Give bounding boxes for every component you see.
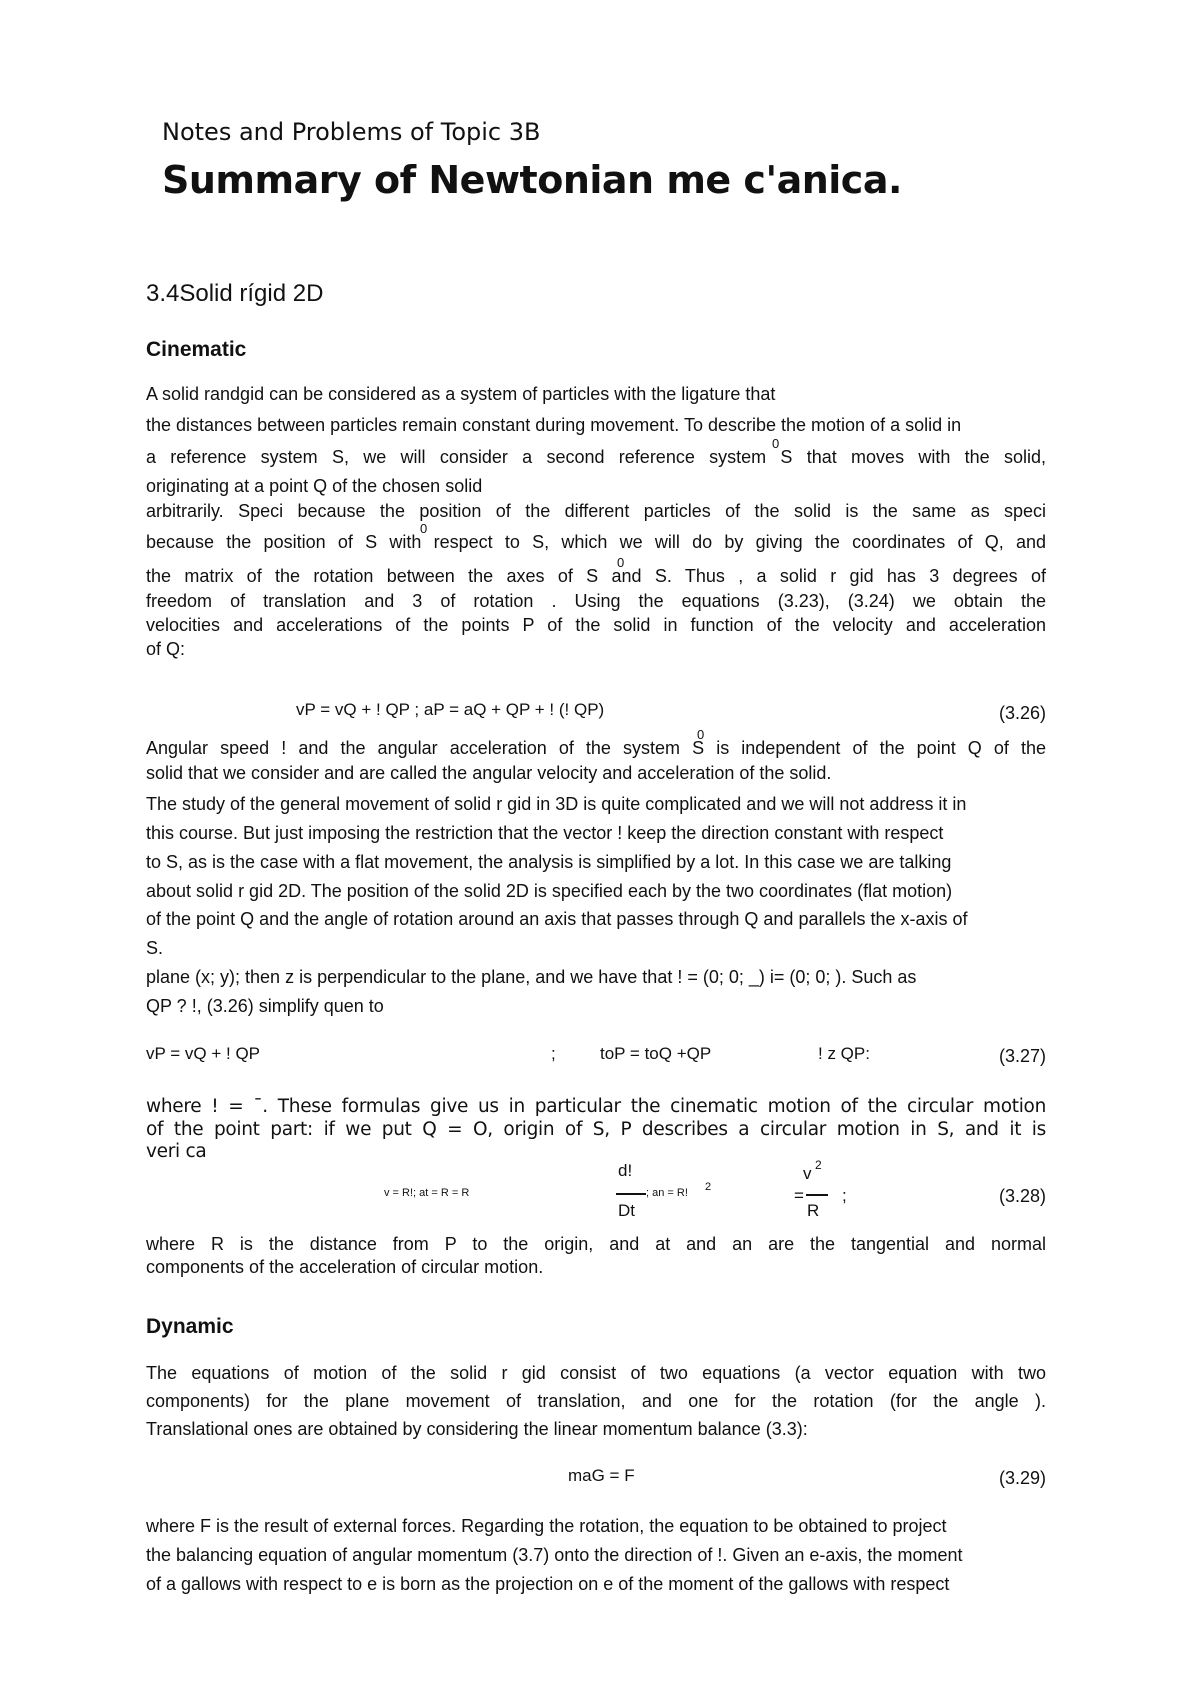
paragraph-line: freedom of translation and 3 of rotation . Using the equations (3.23), (3.24) we obtain the — [146, 591, 1046, 611]
superscript-zero: 0 — [617, 555, 625, 570]
paragraph-line: components of the acceleration of circular motion. — [146, 1257, 544, 1277]
paragraph-line: A solid randgid can be considered as a system of particles with the ligature that — [146, 384, 776, 404]
paragraph-line: of the point Q and the angle of rotation around an axis that passes through Q and parallels the x-axis of — [146, 909, 968, 929]
dynamic-heading: Dynamic — [146, 1315, 234, 1338]
paragraph-line: originating at a point Q of the chosen solid — [146, 476, 483, 496]
paragraph-line: S. — [146, 938, 164, 958]
paragraph-line: the matrix of the rotation between the axes of S and S. Thus , a solid r gid has 3 degrees of — [146, 566, 1046, 586]
equals-sign: = — [794, 1186, 804, 1205]
equation-number: (3.28) — [998, 1186, 1046, 1206]
equation-number: (3.26) — [998, 703, 1046, 723]
paragraph-line: The equations of motion of the solid r gid consist of two equations (a vector equation with two — [146, 1363, 1046, 1383]
paragraph-line: a reference system S, we will consider a second reference system S that moves with the solid, — [146, 447, 1046, 467]
paragraph-line: where F is the result of external forces. Regarding the rotation, the equation to be obtained to project — [146, 1516, 947, 1536]
paragraph-line: Angular speed ! and the angular acceleration of the system S is independent of the point Q of the — [146, 738, 1046, 758]
cinematic-heading: Cinematic — [146, 338, 247, 361]
paragraph-line: because the position of S with respect to S, which we will do by giving the coordinates of Q, and — [146, 532, 1046, 552]
paragraph-line: plane (x; y); then z is perpendicular to the plane, and we have that ! = (0; 0; _) i= (0; 0; ). Such as — [146, 967, 917, 987]
fraction-numerator: d! — [618, 1161, 633, 1180]
document-title: Summary of Newtonian me c'anica. — [162, 158, 902, 202]
superscript-zero: 0 — [420, 521, 428, 536]
paragraph-line: this course. But just imposing the restriction that the vector ! keep the direction constant with respect — [146, 823, 944, 843]
fraction-bar — [806, 1194, 828, 1196]
document-pre-title: Notes and Problems of Topic 3B — [162, 118, 541, 146]
section-title: 3.4Solid rígid 2D — [146, 280, 324, 307]
paragraph-line: The study of the general movement of solid r gid in 3D is quite complicated and we will not address it in — [146, 794, 967, 814]
superscript-zero: 0 — [697, 727, 705, 742]
equation-3-28-end: ; — [842, 1186, 847, 1205]
equation-3-27-left: vP = vQ + ! QP — [146, 1044, 261, 1063]
paragraph-line: solid that we consider and are called the angular velocity and acceleration of the solid. — [146, 763, 832, 783]
paragraph-line: components) for the plane movement of translation, and one for the rotation (for the angle ). — [146, 1391, 1046, 1411]
paragraph-line: veri ca — [146, 1141, 207, 1162]
superscript-two: 2 — [815, 1158, 822, 1172]
paragraph-line: of the point part: if we put Q = O, origin of S, P describes a circular motion in S, and it is — [146, 1119, 1046, 1140]
paragraph-line: of a gallows with respect to e is born as the projection on e of the moment of the gallows with respect — [146, 1574, 950, 1594]
equation-3-27-middle: toP = toQ +QP — [600, 1044, 712, 1063]
paragraph-line: where ! = ¯. These formulas give us in particular the cinematic motion of the circular motion — [146, 1096, 1046, 1117]
equation-3-27-separator: ; — [551, 1044, 556, 1063]
paragraph-line: QP ? !, (3.26) simplify quen to — [146, 996, 384, 1016]
equation-3-28-left: v = R!; at = R = R — [384, 1187, 470, 1199]
equation-3-29: maG = F — [568, 1466, 635, 1485]
paragraph-line: where R is the distance from P to the origin, and at and an are the tangential and normal — [146, 1234, 1046, 1254]
equation-3-28-middle: ; an = R! — [646, 1187, 688, 1199]
superscript-two: 2 — [705, 1181, 712, 1193]
paragraph-line: to S, as is the case with a flat movement, the analysis is simplified by a lot. In this case we are talking — [146, 852, 952, 872]
paragraph-line: about solid r gid 2D. The position of the solid 2D is specified each by the two coordinates (flat motion) — [146, 881, 953, 901]
fraction-bar — [616, 1193, 646, 1195]
paragraph-line: the balancing equation of angular momentum (3.7) onto the direction of !. Given an e-axis, the moment — [146, 1545, 963, 1565]
fraction-numerator: v — [803, 1164, 812, 1183]
equation-3-27-right: ! z QP: — [818, 1044, 870, 1063]
fraction-denominator: Dt — [618, 1201, 635, 1220]
paragraph-line: velocities and accelerations of the points P of the solid in function of the velocity and acceleration — [146, 615, 1046, 635]
equation-number: (3.29) — [998, 1468, 1046, 1488]
paragraph-line: of Q: — [146, 639, 186, 659]
paragraph-line: arbitrarily. Speci because the position of the different particles of the solid is the same as speci — [146, 501, 1046, 521]
superscript-zero: 0 — [772, 436, 780, 451]
equation-3-26: vP = vQ + ! QP ; aP = aQ + QP + ! (! QP) — [296, 700, 605, 719]
equation-number: (3.27) — [998, 1046, 1046, 1066]
paragraph-line: the distances between particles remain constant during movement. To describe the motion of a solid in — [146, 415, 962, 435]
fraction-denominator: R — [807, 1201, 820, 1220]
paragraph-line: Translational ones are obtained by considering the linear momentum balance (3.3): — [146, 1419, 808, 1439]
